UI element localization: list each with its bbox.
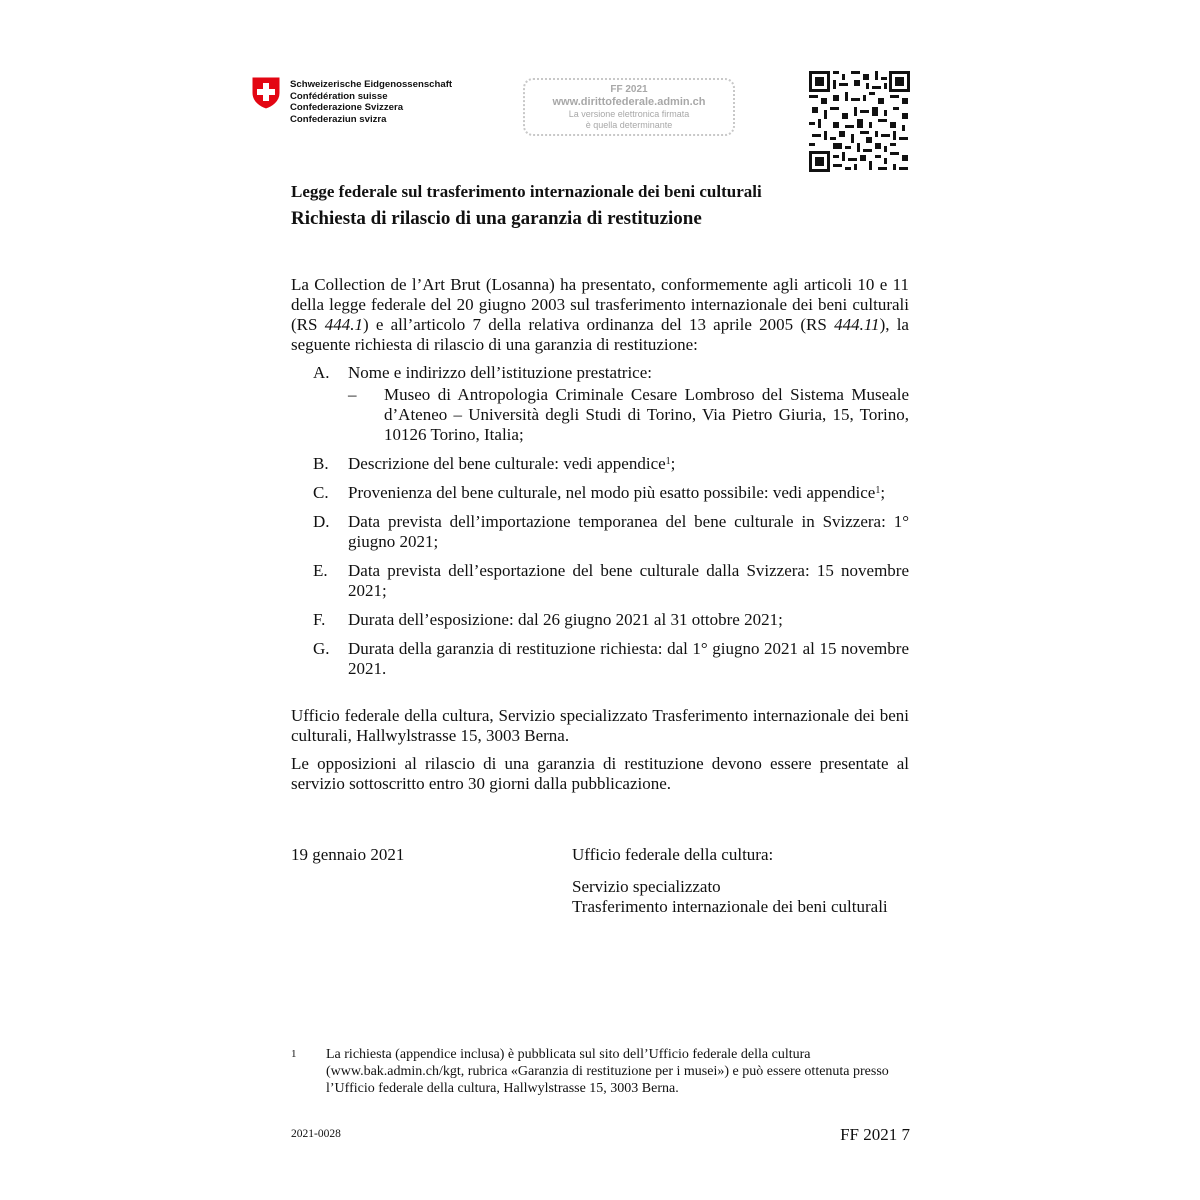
list-item-f [291, 610, 909, 630]
list-item-e [291, 561, 909, 601]
list-item-c [291, 483, 909, 503]
item-letter: C. [313, 483, 329, 502]
stamp-url: www.dirittofederale.admin.ch [552, 96, 706, 108]
signature-service-name: Trasferimento internazionale dei beni culturali [572, 897, 888, 916]
swiss-coat-of-arms-icon [251, 76, 281, 110]
confederation-fr: Confédération suisse [290, 90, 388, 102]
stamp-issue: FF 2021 [610, 84, 648, 95]
document-subtitle: Richiesta di rilascio di una garanzia di restituzione [291, 208, 702, 229]
item-letter: D. [313, 512, 330, 531]
lender-address [348, 385, 909, 445]
signature-block [572, 845, 888, 917]
intro-ref-2: 444.11 [834, 315, 880, 334]
item-letter: B. [313, 454, 329, 473]
intro-ref-1: 444.1 [324, 315, 363, 334]
item-letter: E. [313, 561, 328, 580]
confederation-rm: Confederaziun svizra [290, 113, 387, 125]
item-text: Nome e indirizzo dell’istituzione prestatrice: [348, 363, 652, 382]
footnote-text: La richiesta (appendice inclusa) è pubblicata sul sito dell’Ufficio federale della cultura (www.bak.admin.ch/kgt, rubrica «Garanzia di restituzione per i musei») e può essere ottenuta presso l’Ufficio federale della cultura, Hallwylstrasse 15, 3003 Berna. [326, 1047, 889, 1096]
item-letter: F. [313, 610, 326, 629]
confederation-it: Confederazione Svizzera [290, 102, 404, 114]
item-text: Provenienza del bene culturale, nel modo più esatto possibile: vedi appendice [348, 483, 876, 502]
item-tail: ; [670, 454, 676, 473]
intro-text-2: ) e all’articolo 7 della relativa ordinanza del 13 aprile 2005 (RS [362, 315, 835, 334]
item-text: Data prevista dell’importazione temporanea del bene culturale in Svizzera: 1° giugno 2021; [348, 512, 909, 551]
signature-date: 19 gennaio 2021 [291, 845, 405, 864]
intro-text-3: ), la seguente richiesta di rilascio di una garanzia di restituzione: [291, 315, 909, 354]
office-paragraph: Ufficio federale della cultura, Servizio specializzato Trasferimento internazionale dei beni culturali, Hallwylstrasse 15, 3003 Berna. [291, 706, 909, 745]
item-text: Data prevista dell’esportazione del bene culturale dalla Svizzera: 15 novembre 2021; [348, 561, 909, 600]
dash-marker: – [348, 385, 357, 404]
list-item-g [291, 639, 909, 679]
item-letter: G. [313, 639, 330, 658]
list-item-b [291, 454, 909, 474]
item-letter: A. [313, 363, 330, 382]
confederation-name [290, 79, 452, 125]
qr-code-icon [809, 71, 910, 172]
item-tail: ; [880, 483, 886, 502]
page-reference: FF 2021 7 [840, 1125, 910, 1144]
stamp-note-1: La versione elettronica firmata [568, 109, 690, 119]
intro-text-1: La Collection de l’Art Brut (Losanna) ha presentato, conformemente agli articoli 10 e 11 della legge federale del 20 giugno 2003 sul trasferimento internazionale dei beni culturali (RS [291, 275, 909, 334]
document-title: Legge federale sul trasferimento internazionale dei beni culturali [291, 182, 762, 201]
opposition-paragraph: Le opposizioni al rilascio di una garanzia di restituzione devono essere presentate al servizio sottoscritto entro 30 giorni dalla pubblicazione. [291, 754, 909, 793]
footnote [291, 1046, 909, 1097]
lender-address-text: Museo di Antropologia Criminale Cesare Lombroso del Sistema Museale d’Ateneo – Università degli Studi di Torino, Via Pietro Giuria, 15, Torino, 10126 Torino, Italia; [384, 385, 909, 444]
stamp-note-2: è quella determinante [585, 120, 673, 130]
signature-authority: Ufficio federale della cultura: [572, 845, 774, 864]
list-item-d [291, 512, 909, 552]
intro-paragraph [291, 275, 909, 355]
footnote-number: 1 [291, 1048, 297, 1060]
footnote-ref: 1 [665, 456, 671, 467]
item-text: Durata dell’esposizione: dal 26 giugno 2021 al 31 ottobre 2021; [348, 610, 783, 629]
document-code: 2021-0028 [291, 1128, 341, 1140]
signature-service: Servizio specializzato [572, 877, 721, 896]
request-list [291, 363, 909, 688]
item-text: Durata della garanzia di restituzione richiesta: dal 1° giugno 2021 al 15 novembre 2021. [348, 639, 909, 678]
publication-stamp [523, 78, 735, 136]
item-text: Descrizione del bene culturale: vedi appendice [348, 454, 666, 473]
list-item-a [291, 363, 909, 445]
confederation-de: Schweizerische Eidgenossenschaft [290, 79, 453, 90]
footnote-ref: 1 [875, 485, 881, 496]
